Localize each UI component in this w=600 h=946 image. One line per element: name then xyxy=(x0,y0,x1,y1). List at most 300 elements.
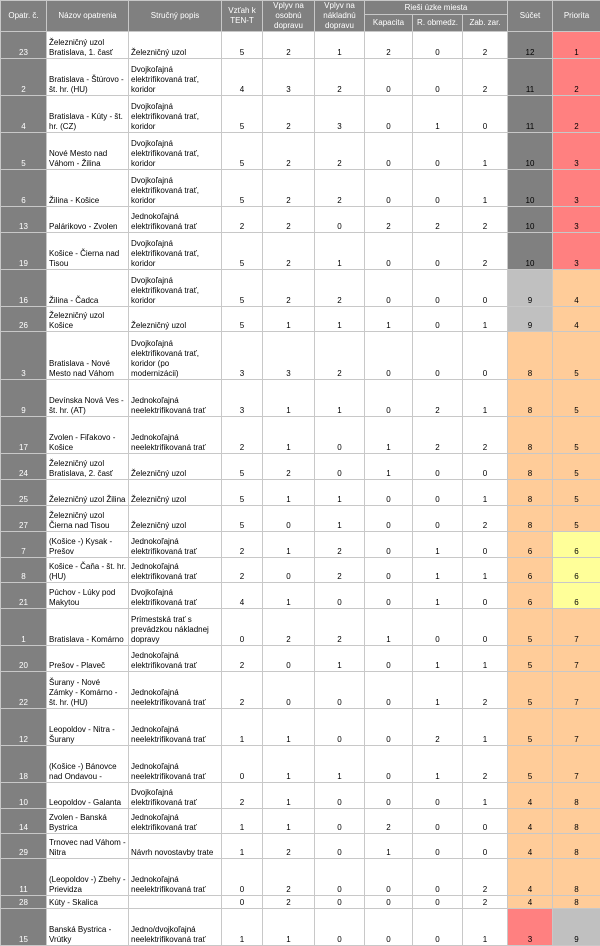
cell-num: 24 xyxy=(1,454,47,480)
cell-desc: Železničný uzol xyxy=(129,454,222,480)
cell-obm: 0 xyxy=(413,133,463,170)
cell-nakl: 0 xyxy=(315,809,365,834)
cell-sum: 4 xyxy=(508,783,553,809)
table-row xyxy=(1,558,600,583)
cell-obm: 2 xyxy=(413,417,463,454)
cell-obm: 0 xyxy=(413,783,463,809)
cell-kap: 0 xyxy=(365,506,413,532)
cell-name: Zvolen - Banská Bystrica xyxy=(47,809,129,834)
cell-sum: 5 xyxy=(508,672,553,709)
cell-prio: 3 xyxy=(553,207,600,233)
cell-prio: 5 xyxy=(553,417,600,454)
cell-ten: 3 xyxy=(222,380,263,417)
cell-name: Bratislava - Komárno xyxy=(47,609,129,646)
table-row xyxy=(1,59,600,96)
cell-desc xyxy=(129,896,222,909)
cell-nakl: 0 xyxy=(315,783,365,809)
cell-num: 15 xyxy=(1,909,47,946)
table-row xyxy=(1,32,600,59)
cell-kap: 1 xyxy=(365,454,413,480)
cell-sum: 4 xyxy=(508,896,553,909)
table-row xyxy=(1,133,600,170)
cell-obm: 1 xyxy=(413,558,463,583)
cell-ten: 5 xyxy=(222,32,263,59)
cell-kap: 0 xyxy=(365,672,413,709)
cell-num: 20 xyxy=(1,646,47,672)
cell-ten: 0 xyxy=(222,609,263,646)
cell-desc: Dvojkoľajná elektrifikovaná trať, koridor xyxy=(129,170,222,207)
cell-obm: 0 xyxy=(413,59,463,96)
table-row xyxy=(1,96,600,133)
header-num: Opatr. č. xyxy=(1,1,47,32)
cell-kap: 1 xyxy=(365,307,413,332)
cell-nakl: 0 xyxy=(315,896,365,909)
cell-nakl: 0 xyxy=(315,859,365,896)
cell-num: 2 xyxy=(1,59,47,96)
header-desc: Stručný popis xyxy=(129,1,222,32)
cell-nakl: 1 xyxy=(315,646,365,672)
cell-ten: 4 xyxy=(222,583,263,609)
table-row xyxy=(1,480,600,506)
cell-obm: 0 xyxy=(413,506,463,532)
cell-prio: 5 xyxy=(553,506,600,532)
cell-osob: 2 xyxy=(263,454,315,480)
cell-ten: 3 xyxy=(222,332,263,380)
cell-zab: 2 xyxy=(463,417,508,454)
table-row xyxy=(1,454,600,480)
cell-desc: Jedno/dvojkoľajná neelektrifikovaná trať xyxy=(129,909,222,946)
cell-zab: 1 xyxy=(463,709,508,746)
cell-desc: Jednokoľajná elektrifikovaná trať xyxy=(129,558,222,583)
cell-num: 18 xyxy=(1,746,47,783)
cell-obm: 0 xyxy=(413,270,463,307)
cell-num: 14 xyxy=(1,809,47,834)
table-row xyxy=(1,417,600,454)
cell-osob: 2 xyxy=(263,896,315,909)
cell-name: Palárikovo - Zvolen xyxy=(47,207,129,233)
cell-sum: 5 xyxy=(508,609,553,646)
table-row xyxy=(1,909,600,946)
table-row xyxy=(1,233,600,270)
table-row xyxy=(1,783,600,809)
cell-prio: 7 xyxy=(553,609,600,646)
cell-osob: 1 xyxy=(263,583,315,609)
cell-zab: 0 xyxy=(463,332,508,380)
cell-zab: 2 xyxy=(463,859,508,896)
cell-nakl: 2 xyxy=(315,558,365,583)
cell-prio: 5 xyxy=(553,332,600,380)
cell-zab: 2 xyxy=(463,896,508,909)
cell-prio: 7 xyxy=(553,672,600,709)
cell-kap: 0 xyxy=(365,583,413,609)
cell-ten: 5 xyxy=(222,170,263,207)
cell-nakl: 1 xyxy=(315,746,365,783)
cell-ten: 0 xyxy=(222,859,263,896)
cell-nakl: 1 xyxy=(315,233,365,270)
cell-osob: 2 xyxy=(263,170,315,207)
cell-desc: Jednokoľajná elektrifikovaná trať xyxy=(129,207,222,233)
cell-ten: 5 xyxy=(222,454,263,480)
cell-nakl: 2 xyxy=(315,532,365,558)
table-row xyxy=(1,672,600,709)
cell-nakl: 0 xyxy=(315,417,365,454)
cell-nakl: 2 xyxy=(315,133,365,170)
cell-num: 27 xyxy=(1,506,47,532)
cell-osob: 1 xyxy=(263,532,315,558)
cell-sum: 10 xyxy=(508,233,553,270)
cell-zab: 2 xyxy=(463,207,508,233)
table-row xyxy=(1,307,600,332)
cell-sum: 11 xyxy=(508,59,553,96)
cell-obm: 0 xyxy=(413,909,463,946)
header-sum: Súčet xyxy=(508,1,553,32)
cell-ten: 5 xyxy=(222,480,263,506)
cell-prio: 3 xyxy=(553,170,600,207)
cell-zab: 2 xyxy=(463,506,508,532)
cell-nakl: 1 xyxy=(315,506,365,532)
cell-nakl: 0 xyxy=(315,583,365,609)
cell-desc: Jednokoľajná neelektrifikovaná trať xyxy=(129,709,222,746)
cell-name: Šurany - Nové Zámky - Komárno - št. hr. (HU) xyxy=(47,672,129,709)
cell-zab: 2 xyxy=(463,59,508,96)
header-nakl: Vplyv na nákladnú dopravu xyxy=(315,1,365,32)
cell-num: 7 xyxy=(1,532,47,558)
cell-desc: Dvojkoľajná elektrifikovaná trať, koridor xyxy=(129,233,222,270)
cell-obm: 0 xyxy=(413,307,463,332)
cell-desc: Dvojkoľajná elektrifikovaná trať xyxy=(129,783,222,809)
cell-name: Prešov - Plaveč xyxy=(47,646,129,672)
table-row xyxy=(1,270,600,307)
header-osob: Vplyv na osobnú dopravu xyxy=(263,1,315,32)
cell-desc: Jednokoľajná neelektrifikovaná trať xyxy=(129,417,222,454)
cell-obm: 0 xyxy=(413,809,463,834)
cell-prio: 7 xyxy=(553,709,600,746)
cell-name: Leopoldov - Nitra - Šurany xyxy=(47,709,129,746)
table-row xyxy=(1,709,600,746)
cell-prio: 7 xyxy=(553,746,600,783)
cell-obm: 1 xyxy=(413,583,463,609)
cell-kap: 0 xyxy=(365,233,413,270)
cell-prio: 4 xyxy=(553,307,600,332)
cell-ten: 1 xyxy=(222,709,263,746)
cell-zab: 2 xyxy=(463,32,508,59)
table-row xyxy=(1,170,600,207)
cell-osob: 2 xyxy=(263,32,315,59)
cell-zab: 0 xyxy=(463,454,508,480)
cell-obm: 1 xyxy=(413,672,463,709)
cell-name: Zvolen - Fiľakovo - Košice xyxy=(47,417,129,454)
cell-nakl: 0 xyxy=(315,454,365,480)
cell-desc: Dvojkoľajná elektrifikovaná trať, koridor xyxy=(129,270,222,307)
cell-ten: 2 xyxy=(222,783,263,809)
table-row xyxy=(1,834,600,859)
table-row xyxy=(1,583,600,609)
cell-kap: 0 xyxy=(365,96,413,133)
cell-num: 28 xyxy=(1,896,47,909)
cell-obm: 1 xyxy=(413,96,463,133)
header-prio: Priorita xyxy=(553,1,600,32)
cell-sum: 10 xyxy=(508,133,553,170)
cell-name: Banská Bystrica - Vrútky xyxy=(47,909,129,946)
cell-zab: 1 xyxy=(463,133,508,170)
cell-kap: 1 xyxy=(365,834,413,859)
cell-sum: 5 xyxy=(508,746,553,783)
cell-osob: 3 xyxy=(263,59,315,96)
cell-prio: 8 xyxy=(553,783,600,809)
cell-desc: Jednokoľajná elektrifikovaná trať xyxy=(129,809,222,834)
cell-prio: 1 xyxy=(553,32,600,59)
table-row xyxy=(1,207,600,233)
cell-num: 16 xyxy=(1,270,47,307)
cell-osob: 2 xyxy=(263,207,315,233)
cell-ten: 2 xyxy=(222,207,263,233)
cell-nakl: 0 xyxy=(315,834,365,859)
cell-nakl: 0 xyxy=(315,672,365,709)
cell-name: Železničný uzol Bratislava, 1. časť xyxy=(47,32,129,59)
cell-sum: 4 xyxy=(508,834,553,859)
table-row xyxy=(1,896,600,909)
cell-ten: 5 xyxy=(222,133,263,170)
cell-name: (Košice -) Kysak - Prešov xyxy=(47,532,129,558)
table-body xyxy=(1,32,600,946)
cell-prio: 3 xyxy=(553,233,600,270)
cell-sum: 5 xyxy=(508,646,553,672)
cell-desc: Jednokoľajná neelektrifikovaná trať xyxy=(129,746,222,783)
cell-osob: 1 xyxy=(263,783,315,809)
cell-desc: Jednokoľajná neelektrifikovaná trať xyxy=(129,859,222,896)
cell-sum: 12 xyxy=(508,32,553,59)
cell-zab: 1 xyxy=(463,380,508,417)
cell-zab: 0 xyxy=(463,270,508,307)
table-row xyxy=(1,506,600,532)
cell-zab: 1 xyxy=(463,646,508,672)
cell-nakl: 2 xyxy=(315,609,365,646)
cell-num: 26 xyxy=(1,307,47,332)
cell-nakl: 1 xyxy=(315,32,365,59)
cell-kap: 0 xyxy=(365,896,413,909)
cell-kap: 0 xyxy=(365,746,413,783)
cell-num: 8 xyxy=(1,558,47,583)
cell-zab: 2 xyxy=(463,672,508,709)
cell-sum: 4 xyxy=(508,859,553,896)
cell-kap: 2 xyxy=(365,809,413,834)
table-header xyxy=(1,1,600,32)
cell-sum: 4 xyxy=(508,809,553,834)
cell-prio: 5 xyxy=(553,454,600,480)
cell-name: (Leopoldov -) Zbehy - Prievidza xyxy=(47,859,129,896)
header-name: Názov opatrenia xyxy=(47,1,129,32)
cell-prio: 6 xyxy=(553,558,600,583)
cell-name: Bratislava - Štúrovo - št. hr. (HU) xyxy=(47,59,129,96)
cell-prio: 5 xyxy=(553,380,600,417)
cell-sum: 6 xyxy=(508,558,553,583)
cell-sum: 8 xyxy=(508,380,553,417)
cell-desc: Železničný uzol xyxy=(129,506,222,532)
cell-osob: 2 xyxy=(263,859,315,896)
cell-name: Železničný uzol Čierna nad Tisou xyxy=(47,506,129,532)
cell-zab: 0 xyxy=(463,609,508,646)
cell-nakl: 0 xyxy=(315,207,365,233)
cell-osob: 3 xyxy=(263,332,315,380)
cell-ten: 2 xyxy=(222,417,263,454)
cell-osob: 1 xyxy=(263,709,315,746)
cell-name: Devínska Nová Ves - št. hr. (AT) xyxy=(47,380,129,417)
cell-sum: 8 xyxy=(508,417,553,454)
cell-osob: 0 xyxy=(263,558,315,583)
cell-name: Leopoldov - Galanta xyxy=(47,783,129,809)
cell-obm: 2 xyxy=(413,380,463,417)
cell-prio: 2 xyxy=(553,59,600,96)
cell-num: 25 xyxy=(1,480,47,506)
cell-num: 13 xyxy=(1,207,47,233)
cell-num: 22 xyxy=(1,672,47,709)
cell-nakl: 1 xyxy=(315,380,365,417)
cell-sum: 5 xyxy=(508,709,553,746)
cell-sum: 8 xyxy=(508,454,553,480)
cell-sum: 8 xyxy=(508,480,553,506)
cell-osob: 1 xyxy=(263,417,315,454)
cell-kap: 0 xyxy=(365,270,413,307)
cell-osob: 1 xyxy=(263,307,315,332)
cell-nakl: 2 xyxy=(315,270,365,307)
cell-sum: 10 xyxy=(508,207,553,233)
cell-desc: Jednokoľajná elektrifikovaná trať xyxy=(129,646,222,672)
cell-kap: 0 xyxy=(365,532,413,558)
cell-ten: 5 xyxy=(222,96,263,133)
cell-sum: 8 xyxy=(508,332,553,380)
cell-obm: 0 xyxy=(413,859,463,896)
cell-prio: 8 xyxy=(553,859,600,896)
cell-obm: 1 xyxy=(413,646,463,672)
cell-prio: 2 xyxy=(553,96,600,133)
cell-num: 21 xyxy=(1,583,47,609)
table-row xyxy=(1,380,600,417)
cell-ten: 0 xyxy=(222,896,263,909)
cell-kap: 0 xyxy=(365,859,413,896)
cell-name: Košice - Čaňa - št. hr. (HU) xyxy=(47,558,129,583)
cell-nakl: 3 xyxy=(315,96,365,133)
cell-zab: 0 xyxy=(463,96,508,133)
cell-kap: 0 xyxy=(365,480,413,506)
cell-desc: Dvojkoľajná elektrifikovaná trať, koridor (po modernizácii) xyxy=(129,332,222,380)
cell-name: Nové Mesto nad Váhom - Žilina xyxy=(47,133,129,170)
table-row xyxy=(1,332,600,380)
table-row xyxy=(1,532,600,558)
cell-nakl: 2 xyxy=(315,170,365,207)
cell-obm: 0 xyxy=(413,454,463,480)
cell-prio: 7 xyxy=(553,646,600,672)
cell-sum: 10 xyxy=(508,170,553,207)
cell-obm: 0 xyxy=(413,834,463,859)
cell-obm: 0 xyxy=(413,332,463,380)
cell-desc: Železničný uzol xyxy=(129,480,222,506)
cell-zab: 0 xyxy=(463,809,508,834)
cell-num: 4 xyxy=(1,96,47,133)
cell-obm: 2 xyxy=(413,709,463,746)
cell-name: Bratislava - Kúty - št. hr. (CZ) xyxy=(47,96,129,133)
cell-ten: 5 xyxy=(222,233,263,270)
cell-osob: 0 xyxy=(263,672,315,709)
cell-ten: 0 xyxy=(222,746,263,783)
cell-zab: 2 xyxy=(463,746,508,783)
cell-desc: Dvojkoľajná elektrifikovaná trať xyxy=(129,583,222,609)
cell-kap: 0 xyxy=(365,59,413,96)
cell-prio: 4 xyxy=(553,270,600,307)
cell-num: 10 xyxy=(1,783,47,809)
cell-osob: 2 xyxy=(263,133,315,170)
cell-zab: 1 xyxy=(463,170,508,207)
cell-obm: 0 xyxy=(413,480,463,506)
cell-ten: 5 xyxy=(222,506,263,532)
cell-num: 12 xyxy=(1,709,47,746)
cell-desc: Návrh novostavby trate xyxy=(129,834,222,859)
cell-osob: 1 xyxy=(263,809,315,834)
cell-name: Trnovec nad Váhom - Nitra xyxy=(47,834,129,859)
cell-nakl: 0 xyxy=(315,909,365,946)
cell-desc: Jednokoľajná neelektrifikovaná trať xyxy=(129,380,222,417)
cell-sum: 6 xyxy=(508,583,553,609)
cell-ten: 2 xyxy=(222,558,263,583)
cell-kap: 0 xyxy=(365,332,413,380)
cell-num: 1 xyxy=(1,609,47,646)
cell-obm: 0 xyxy=(413,32,463,59)
cell-kap: 1 xyxy=(365,609,413,646)
cell-num: 9 xyxy=(1,380,47,417)
cell-name: Žilina - Košice xyxy=(47,170,129,207)
table-row xyxy=(1,746,600,783)
cell-obm: 0 xyxy=(413,233,463,270)
cell-num: 6 xyxy=(1,170,47,207)
cell-name: Košice - Čierna nad Tisou xyxy=(47,233,129,270)
header-obm: R. obmedz. xyxy=(413,15,463,32)
cell-nakl: 2 xyxy=(315,332,365,380)
cell-nakl: 0 xyxy=(315,709,365,746)
cell-obm: 2 xyxy=(413,207,463,233)
cell-nakl: 2 xyxy=(315,59,365,96)
cell-name: Kúty - Skalica xyxy=(47,896,129,909)
cell-ten: 1 xyxy=(222,834,263,859)
cell-sum: 11 xyxy=(508,96,553,133)
cell-name: Žilina - Čadca xyxy=(47,270,129,307)
cell-zab: 2 xyxy=(463,233,508,270)
cell-kap: 0 xyxy=(365,133,413,170)
cell-ten: 1 xyxy=(222,809,263,834)
cell-num: 17 xyxy=(1,417,47,454)
cell-name: Púchov - Lúky pod Makytou xyxy=(47,583,129,609)
cell-num: 29 xyxy=(1,834,47,859)
cell-osob: 2 xyxy=(263,233,315,270)
cell-nakl: 1 xyxy=(315,307,365,332)
cell-num: 5 xyxy=(1,133,47,170)
cell-desc: Dvojkoľajná elektrifikovaná trať, koridor xyxy=(129,96,222,133)
cell-prio: 3 xyxy=(553,133,600,170)
cell-nakl: 1 xyxy=(315,480,365,506)
cell-kap: 0 xyxy=(365,909,413,946)
cell-osob: 2 xyxy=(263,609,315,646)
cell-kap: 0 xyxy=(365,783,413,809)
table-row xyxy=(1,609,600,646)
cell-obm: 1 xyxy=(413,746,463,783)
cell-sum: 9 xyxy=(508,270,553,307)
cell-desc: Jednokoľajná elektrifikovaná trať xyxy=(129,532,222,558)
header-group: Rieši úzke miesta xyxy=(365,1,508,15)
cell-ten: 5 xyxy=(222,307,263,332)
cell-ten: 2 xyxy=(222,672,263,709)
cell-ten: 5 xyxy=(222,270,263,307)
cell-desc: Jednokoľajná neelektrifikovaná trať xyxy=(129,672,222,709)
header-ten: Vzťah k TEN-T xyxy=(222,1,263,32)
table-row xyxy=(1,859,600,896)
